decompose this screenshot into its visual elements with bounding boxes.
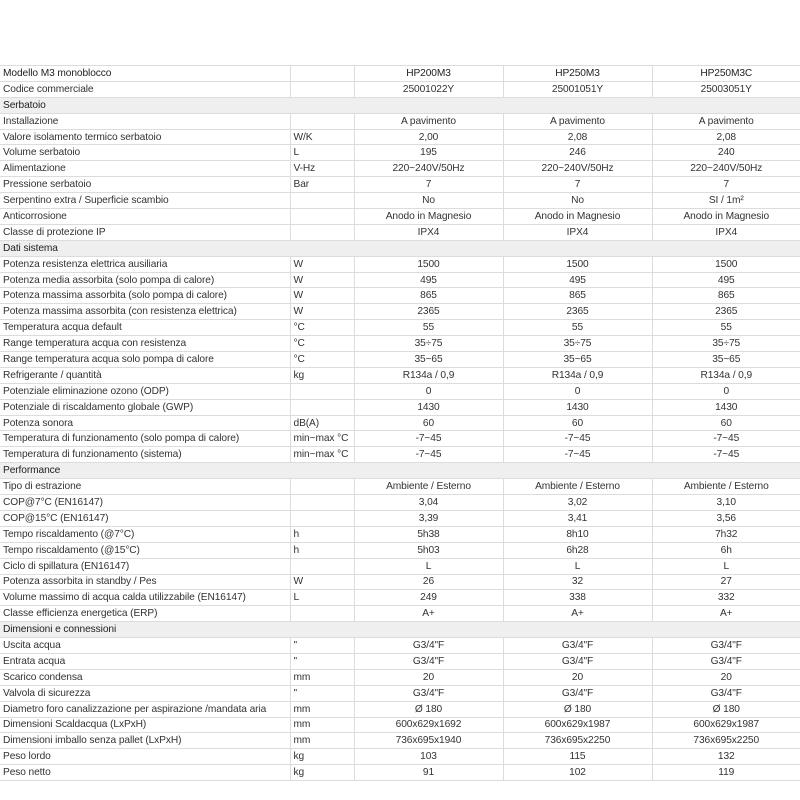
spec-label: Valvola di sicurezza	[0, 685, 290, 701]
spec-value: A+	[652, 606, 800, 622]
spec-value: IPX4	[354, 224, 503, 240]
section-title: Dimensioni e connessioni	[0, 622, 800, 638]
spec-label: Scarico condensa	[0, 669, 290, 685]
spec-value: G3/4"F	[354, 685, 503, 701]
spec-value: 495	[652, 272, 800, 288]
spec-unit: kg	[290, 367, 354, 383]
spec-value: 736x695x1940	[354, 733, 503, 749]
spec-unit	[290, 113, 354, 129]
spec-value: 115	[503, 749, 652, 765]
spec-value: A pavimento	[652, 113, 800, 129]
spec-label: Temperatura acqua default	[0, 320, 290, 336]
spec-row	[0, 653, 800, 669]
spec-value: 20	[503, 669, 652, 685]
spec-value: 3,39	[354, 510, 503, 526]
spec-value: 3,10	[652, 495, 800, 511]
spec-label: Alimentazione	[0, 161, 290, 177]
spec-value: 1500	[503, 256, 652, 272]
spec-unit: kg	[290, 749, 354, 765]
spec-label: Volume serbatoio	[0, 145, 290, 161]
spec-value: Ø 180	[503, 701, 652, 717]
spec-value: 600x629x1987	[652, 717, 800, 733]
section-title: Performance	[0, 463, 800, 479]
spec-unit: °C	[290, 320, 354, 336]
spec-label: Dimensioni Scaldacqua (LxPxH)	[0, 717, 290, 733]
spec-unit	[290, 193, 354, 209]
spec-row	[0, 256, 800, 272]
product-code: 25001022Y	[354, 81, 503, 97]
spec-row	[0, 638, 800, 654]
spec-unit	[290, 399, 354, 415]
spec-unit: kg	[290, 765, 354, 781]
spec-row	[0, 765, 800, 781]
spec-table	[0, 65, 800, 781]
spec-value: 736x695x2250	[503, 733, 652, 749]
spec-label: Potenziale di riscaldamento globale (GWP)	[0, 399, 290, 415]
section-title: Dati sistema	[0, 240, 800, 256]
spec-unit: "	[290, 638, 354, 654]
spec-value: 1430	[503, 399, 652, 415]
spec-value: 102	[503, 765, 652, 781]
spec-value: 2,08	[503, 129, 652, 145]
spec-value: 1500	[354, 256, 503, 272]
product-code: 25003051Y	[652, 81, 800, 97]
spec-row	[0, 701, 800, 717]
spec-label: Dimensioni imballo senza pallet (LxPxH)	[0, 733, 290, 749]
section-header	[0, 622, 800, 638]
spec-label: Potenza assorbita in standby / Pes	[0, 574, 290, 590]
spec-unit	[290, 510, 354, 526]
spec-value: R134a / 0,9	[652, 367, 800, 383]
spec-value: 60	[354, 415, 503, 431]
spec-label: Potenza resistenza elettrica ausiliaria	[0, 256, 290, 272]
spec-label: Diametro foro canalizzazione per aspirazione /mandata aria	[0, 701, 290, 717]
spec-unit: min~max °C	[290, 447, 354, 463]
spec-row	[0, 383, 800, 399]
spec-unit: mm	[290, 733, 354, 749]
spec-value: 27	[652, 574, 800, 590]
spec-row	[0, 193, 800, 209]
spec-label: Refrigerante / quantità	[0, 367, 290, 383]
spec-value: 6h28	[503, 542, 652, 558]
spec-row	[0, 606, 800, 622]
spec-value: 2365	[354, 304, 503, 320]
spec-label: Classe di protezione IP	[0, 224, 290, 240]
spec-value: G3/4"F	[354, 653, 503, 669]
spec-value: 60	[652, 415, 800, 431]
spec-unit: dB(A)	[290, 415, 354, 431]
spec-label: Pressione serbatoio	[0, 177, 290, 193]
model-name: HP250M3C	[652, 66, 800, 82]
spec-row	[0, 272, 800, 288]
spec-value: 338	[503, 590, 652, 606]
section-header	[0, 97, 800, 113]
spec-value: 220~240V/50Hz	[354, 161, 503, 177]
spec-row	[0, 209, 800, 225]
spec-unit: mm	[290, 669, 354, 685]
spec-value: A pavimento	[354, 113, 503, 129]
spec-value: 119	[652, 765, 800, 781]
spec-value: 332	[652, 590, 800, 606]
spec-value: R134a / 0,9	[503, 367, 652, 383]
spec-value: 240	[652, 145, 800, 161]
spec-label: Range temperatura acqua solo pompa di calore	[0, 352, 290, 368]
spec-row	[0, 177, 800, 193]
spec-value: Ambiente / Esterno	[652, 479, 800, 495]
product-code: 25001051Y	[503, 81, 652, 97]
spec-row	[0, 685, 800, 701]
spec-value: 60	[503, 415, 652, 431]
spec-value: G3/4"F	[503, 638, 652, 654]
spec-value: 55	[652, 320, 800, 336]
spec-unit	[290, 606, 354, 622]
spec-value: 600x629x1987	[503, 717, 652, 733]
spec-value: A pavimento	[503, 113, 652, 129]
spec-value: -7~45	[652, 431, 800, 447]
spec-row	[0, 526, 800, 542]
spec-value: 55	[503, 320, 652, 336]
spec-value: -7~45	[354, 447, 503, 463]
spec-value: Anodo in Magnesio	[652, 209, 800, 225]
spec-row	[0, 447, 800, 463]
spec-unit: Bar	[290, 177, 354, 193]
spec-unit	[290, 558, 354, 574]
spec-value: IPX4	[503, 224, 652, 240]
spec-value: 0	[652, 383, 800, 399]
spec-value: No	[354, 193, 503, 209]
spec-value: 5h38	[354, 526, 503, 542]
spec-value: 7h32	[652, 526, 800, 542]
spec-value: G3/4"F	[652, 638, 800, 654]
spec-value: 7	[354, 177, 503, 193]
spec-value: No	[503, 193, 652, 209]
spec-value: 495	[354, 272, 503, 288]
spec-row	[0, 399, 800, 415]
spec-unit: W	[290, 288, 354, 304]
spec-label: COP@7°C (EN16147)	[0, 495, 290, 511]
spec-value: L	[652, 558, 800, 574]
spec-value: 246	[503, 145, 652, 161]
spec-unit	[290, 383, 354, 399]
spec-value: G3/4"F	[652, 653, 800, 669]
spec-value: G3/4"F	[354, 638, 503, 654]
spec-row	[0, 669, 800, 685]
spec-label: Range temperatura acqua con resistenza	[0, 336, 290, 352]
spec-unit: mm	[290, 717, 354, 733]
spec-label: Peso lordo	[0, 749, 290, 765]
spec-label: Potenza massima assorbita (con resistenza elettrica)	[0, 304, 290, 320]
spec-value: Ø 180	[354, 701, 503, 717]
spec-value: 132	[652, 749, 800, 765]
spec-unit: mm	[290, 701, 354, 717]
section-header	[0, 240, 800, 256]
spec-value: 35~65	[354, 352, 503, 368]
spec-label: Classe efficienza energetica (ERP)	[0, 606, 290, 622]
spec-value: SI / 1m²	[652, 193, 800, 209]
spec-value: 736x695x2250	[652, 733, 800, 749]
spec-value: 495	[503, 272, 652, 288]
spec-value: G3/4"F	[503, 685, 652, 701]
spec-value: 20	[652, 669, 800, 685]
spec-row	[0, 590, 800, 606]
spec-value: 35÷75	[503, 336, 652, 352]
spec-value: 0	[503, 383, 652, 399]
spec-label: Potenza sonora	[0, 415, 290, 431]
spec-unit	[290, 209, 354, 225]
spec-unit: V-Hz	[290, 161, 354, 177]
spec-unit: °C	[290, 336, 354, 352]
spec-value: 3,02	[503, 495, 652, 511]
spec-value: A+	[503, 606, 652, 622]
spec-value: Anodo in Magnesio	[503, 209, 652, 225]
spec-value: -7~45	[503, 447, 652, 463]
spec-unit: W	[290, 256, 354, 272]
spec-label: Temperatura di funzionamento (sistema)	[0, 447, 290, 463]
spec-value: IPX4	[652, 224, 800, 240]
model-name: HP200M3	[354, 66, 503, 82]
spec-label: Temperatura di funzionamento (solo pompa di calore)	[0, 431, 290, 447]
spec-label: Serpentino extra / Superficie scambio	[0, 193, 290, 209]
section-title: Serbatoio	[0, 97, 800, 113]
spec-value: 2365	[652, 304, 800, 320]
spec-value: A+	[354, 606, 503, 622]
spec-value: 249	[354, 590, 503, 606]
spec-row	[0, 749, 800, 765]
spec-row	[0, 495, 800, 511]
model-label: Modello M3 monoblocco	[0, 66, 290, 82]
spec-value: -7~45	[652, 447, 800, 463]
spec-value: 2,00	[354, 129, 503, 145]
spec-value: 220~240V/50Hz	[503, 161, 652, 177]
spec-label: COP@15°C (EN16147)	[0, 510, 290, 526]
spec-row	[0, 542, 800, 558]
spec-unit: W	[290, 304, 354, 320]
spec-unit	[290, 479, 354, 495]
spec-unit	[290, 495, 354, 511]
spec-value: 32	[503, 574, 652, 590]
spec-label: Peso netto	[0, 765, 290, 781]
spec-unit	[290, 224, 354, 240]
code-row	[0, 81, 800, 97]
spec-row	[0, 129, 800, 145]
spec-label: Tipo di estrazione	[0, 479, 290, 495]
spec-value: 91	[354, 765, 503, 781]
spec-label: Entrata acqua	[0, 653, 290, 669]
spec-label: Potenza media assorbita (solo pompa di calore)	[0, 272, 290, 288]
spec-unit: L	[290, 145, 354, 161]
spec-unit: "	[290, 685, 354, 701]
spec-value: -7~45	[503, 431, 652, 447]
spec-row	[0, 320, 800, 336]
spec-value: 55	[354, 320, 503, 336]
spec-value: 8h10	[503, 526, 652, 542]
spec-value: G3/4"F	[652, 685, 800, 701]
spec-unit: W	[290, 272, 354, 288]
spec-unit: °C	[290, 352, 354, 368]
spec-row	[0, 415, 800, 431]
spec-unit: min~max °C	[290, 431, 354, 447]
spec-label: Volume massimo di acqua calda utilizzabile (EN16147)	[0, 590, 290, 606]
model-unit-cell	[290, 66, 354, 82]
spec-label: Installazione	[0, 113, 290, 129]
spec-row	[0, 145, 800, 161]
spec-value: 1430	[354, 399, 503, 415]
spec-label: Anticorrosione	[0, 209, 290, 225]
spec-value: -7~45	[354, 431, 503, 447]
spec-label: Uscita acqua	[0, 638, 290, 654]
spec-unit: W/K	[290, 129, 354, 145]
spec-value: 195	[354, 145, 503, 161]
spec-value: R134a / 0,9	[354, 367, 503, 383]
spec-value: Ambiente / Esterno	[503, 479, 652, 495]
spec-unit: h	[290, 526, 354, 542]
spec-unit: W	[290, 574, 354, 590]
spec-value: 1500	[652, 256, 800, 272]
spec-row	[0, 717, 800, 733]
spec-value: 103	[354, 749, 503, 765]
spec-row	[0, 558, 800, 574]
spec-value: 1430	[652, 399, 800, 415]
spec-row	[0, 510, 800, 526]
spec-row	[0, 352, 800, 368]
spec-value: 3,04	[354, 495, 503, 511]
spec-value: Ambiente / Esterno	[354, 479, 503, 495]
spec-row	[0, 336, 800, 352]
spec-label: Ciclo di spillatura (EN16147)	[0, 558, 290, 574]
spec-value: 2365	[503, 304, 652, 320]
spec-value: 0	[354, 383, 503, 399]
spec-value: 3,41	[503, 510, 652, 526]
spec-value: 5h03	[354, 542, 503, 558]
spec-label: Potenziale eliminazione ozono (ODP)	[0, 383, 290, 399]
spec-value: 7	[503, 177, 652, 193]
spec-value: 865	[652, 288, 800, 304]
spec-label: Tempo riscaldamento (@15°C)	[0, 542, 290, 558]
spec-value: 35~65	[503, 352, 652, 368]
spec-row	[0, 113, 800, 129]
spec-value: 220~240V/50Hz	[652, 161, 800, 177]
model-row	[0, 66, 800, 82]
spec-row	[0, 288, 800, 304]
spec-row	[0, 574, 800, 590]
model-name: HP250M3	[503, 66, 652, 82]
section-header	[0, 463, 800, 479]
code-unit-cell	[290, 81, 354, 97]
spec-unit: "	[290, 653, 354, 669]
spec-value: 7	[652, 177, 800, 193]
spec-table-body	[0, 66, 800, 781]
spec-label: Tempo riscaldamento (@7°C)	[0, 526, 290, 542]
spec-value: 35÷75	[652, 336, 800, 352]
spec-value: 35~65	[652, 352, 800, 368]
spec-value: G3/4"F	[503, 653, 652, 669]
spec-row	[0, 224, 800, 240]
spec-value: Ø 180	[652, 701, 800, 717]
spec-row	[0, 479, 800, 495]
spec-value: 865	[503, 288, 652, 304]
spec-value: 26	[354, 574, 503, 590]
spec-row	[0, 431, 800, 447]
spec-value: 2,08	[652, 129, 800, 145]
spec-value: 6h	[652, 542, 800, 558]
spec-value: L	[354, 558, 503, 574]
spec-row	[0, 733, 800, 749]
spec-value: 20	[354, 669, 503, 685]
code-label: Codice commerciale	[0, 81, 290, 97]
spec-row	[0, 304, 800, 320]
spec-row	[0, 367, 800, 383]
spec-value: 600x629x1692	[354, 717, 503, 733]
spec-value: Anodo in Magnesio	[354, 209, 503, 225]
spec-row	[0, 161, 800, 177]
spec-label: Valore isolamento termico serbatoio	[0, 129, 290, 145]
spec-unit: h	[290, 542, 354, 558]
spec-value: 3,56	[652, 510, 800, 526]
spec-value: L	[503, 558, 652, 574]
spec-value: 35÷75	[354, 336, 503, 352]
spec-value: 865	[354, 288, 503, 304]
spec-label: Potenza massima assorbita (solo pompa di calore)	[0, 288, 290, 304]
spec-unit: L	[290, 590, 354, 606]
